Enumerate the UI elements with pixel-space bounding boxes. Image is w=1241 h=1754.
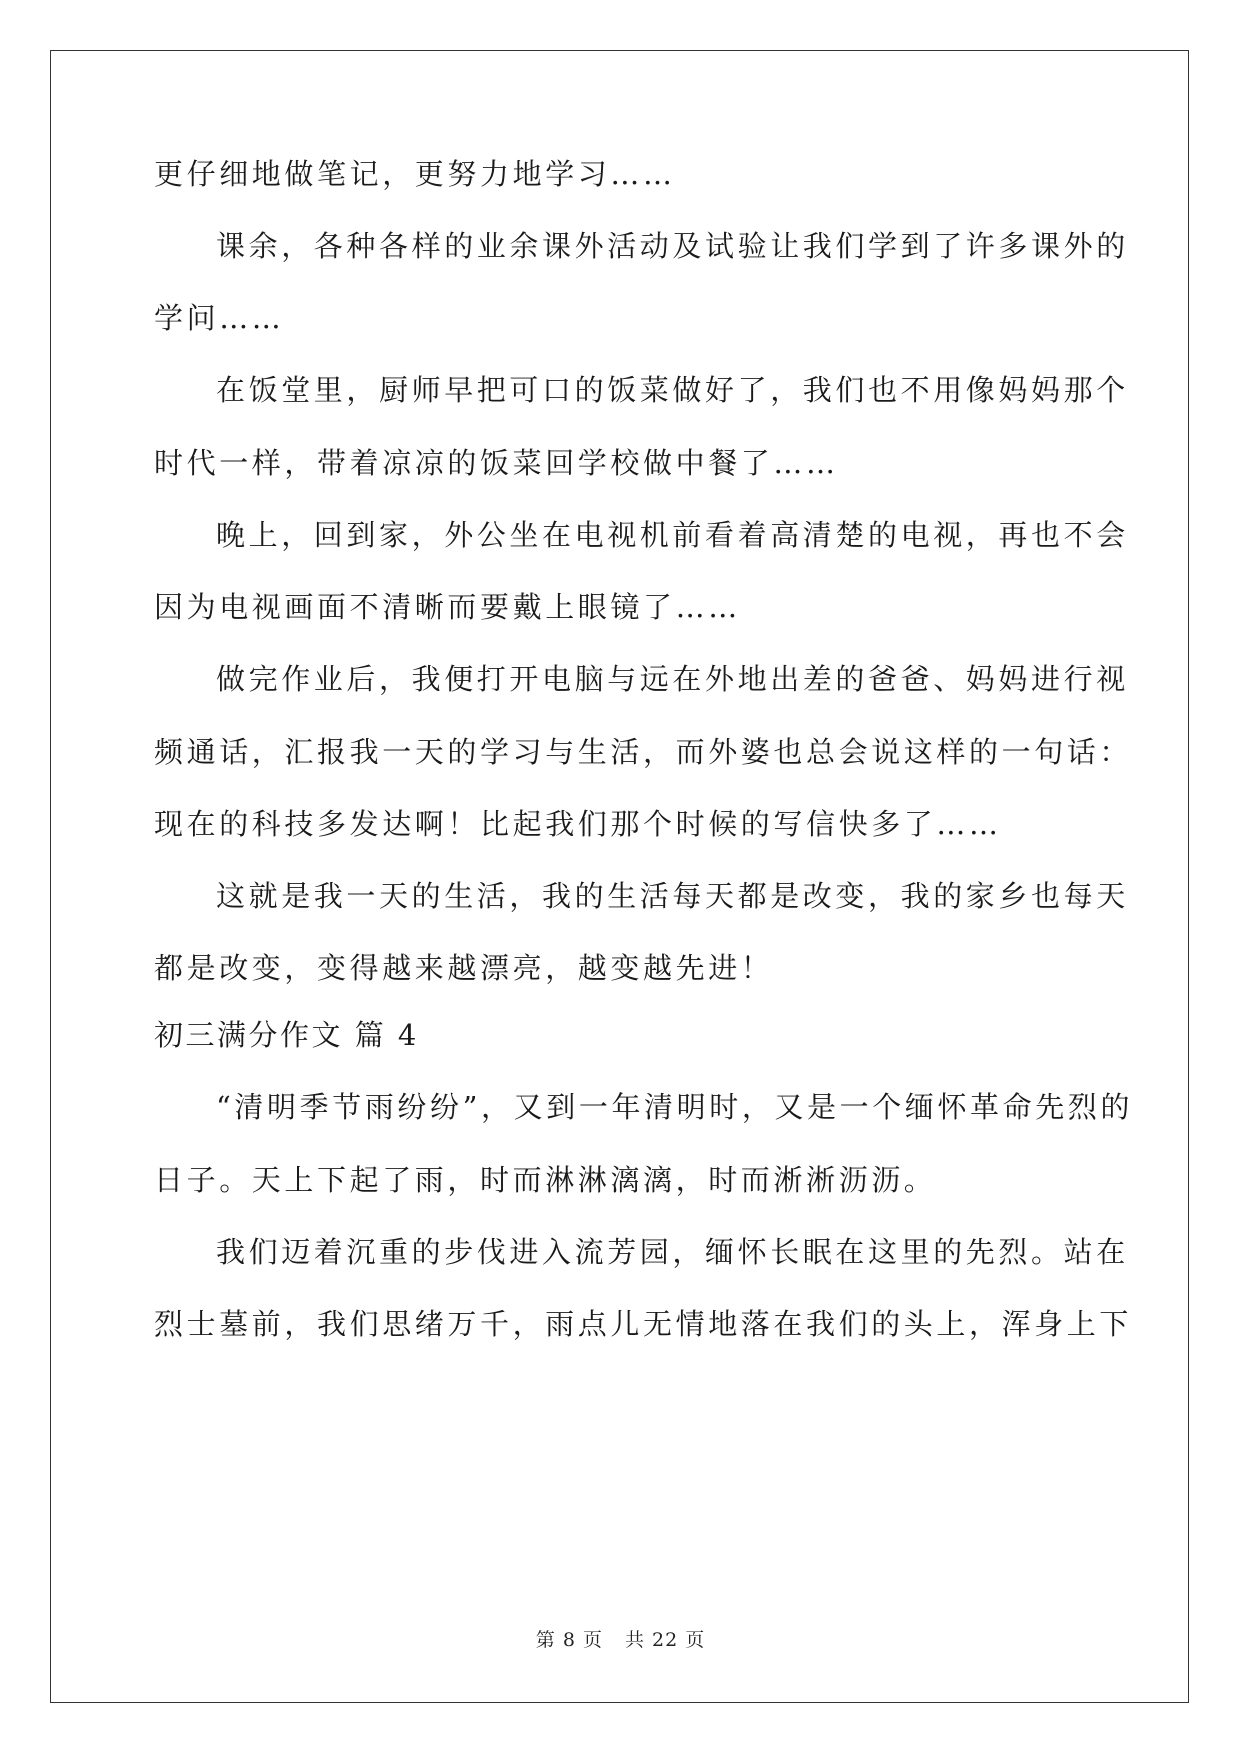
body-line: 课余，各种各样的业余课外活动及试验让我们学到了许多课外的: [216, 229, 1129, 263]
body-line: 我们迈着沉重的步伐进入流芳园，缅怀长眠在这里的先烈。站在: [216, 1235, 1129, 1269]
body-line: 晚上，回到家，外公坐在电视机前看着高清楚的电视，再也不会: [216, 518, 1129, 552]
section-heading: 初三满分作文 篇 4: [154, 1018, 419, 1052]
body-line: 时代一样，带着凉凉的饭菜回学校做中餐了……: [154, 446, 839, 480]
page-total: 共 22 页: [624, 1629, 706, 1651]
page-number: 第 8 页: [535, 1629, 603, 1651]
body-line: 更仔细地做笔记，更努力地学习……: [154, 157, 676, 191]
body-line: 日子。天上下起了雨，时而淋淋漓漓，时而淅淅沥沥。: [154, 1163, 937, 1197]
body-line: 烈士墓前，我们思绪万千，雨点儿无情地落在我们的头上，浑身上下: [154, 1307, 1133, 1341]
body-line: 在饭堂里，厨师早把可口的饭菜做好了，我们也不用像妈妈那个: [216, 373, 1129, 407]
body-line: 都是改变，变得越来越漂亮，越变越先进！: [154, 951, 774, 985]
body-line: “清明季节雨纷纷”，又到一年清明时，又是一个缅怀革命先烈的: [216, 1090, 1134, 1124]
body-line: 这就是我一天的生活，我的生活每天都是改变，我的家乡也每天: [216, 879, 1129, 913]
page-footer: [0, 1628, 1241, 1652]
body-line: 做完作业后，我便打开电脑与远在外地出差的爸爸、妈妈进行视: [216, 662, 1129, 696]
body-line: 因为电视画面不清晰而要戴上眼镜了……: [154, 590, 741, 624]
body-line: 频通话，汇报我一天的学习与生活，而外婆也总会说这样的一句话：: [154, 735, 1133, 769]
body-line: 学问……: [154, 301, 285, 335]
body-line: 现在的科技多发达啊！比起我们那个时候的写信快多了……: [154, 807, 1002, 841]
